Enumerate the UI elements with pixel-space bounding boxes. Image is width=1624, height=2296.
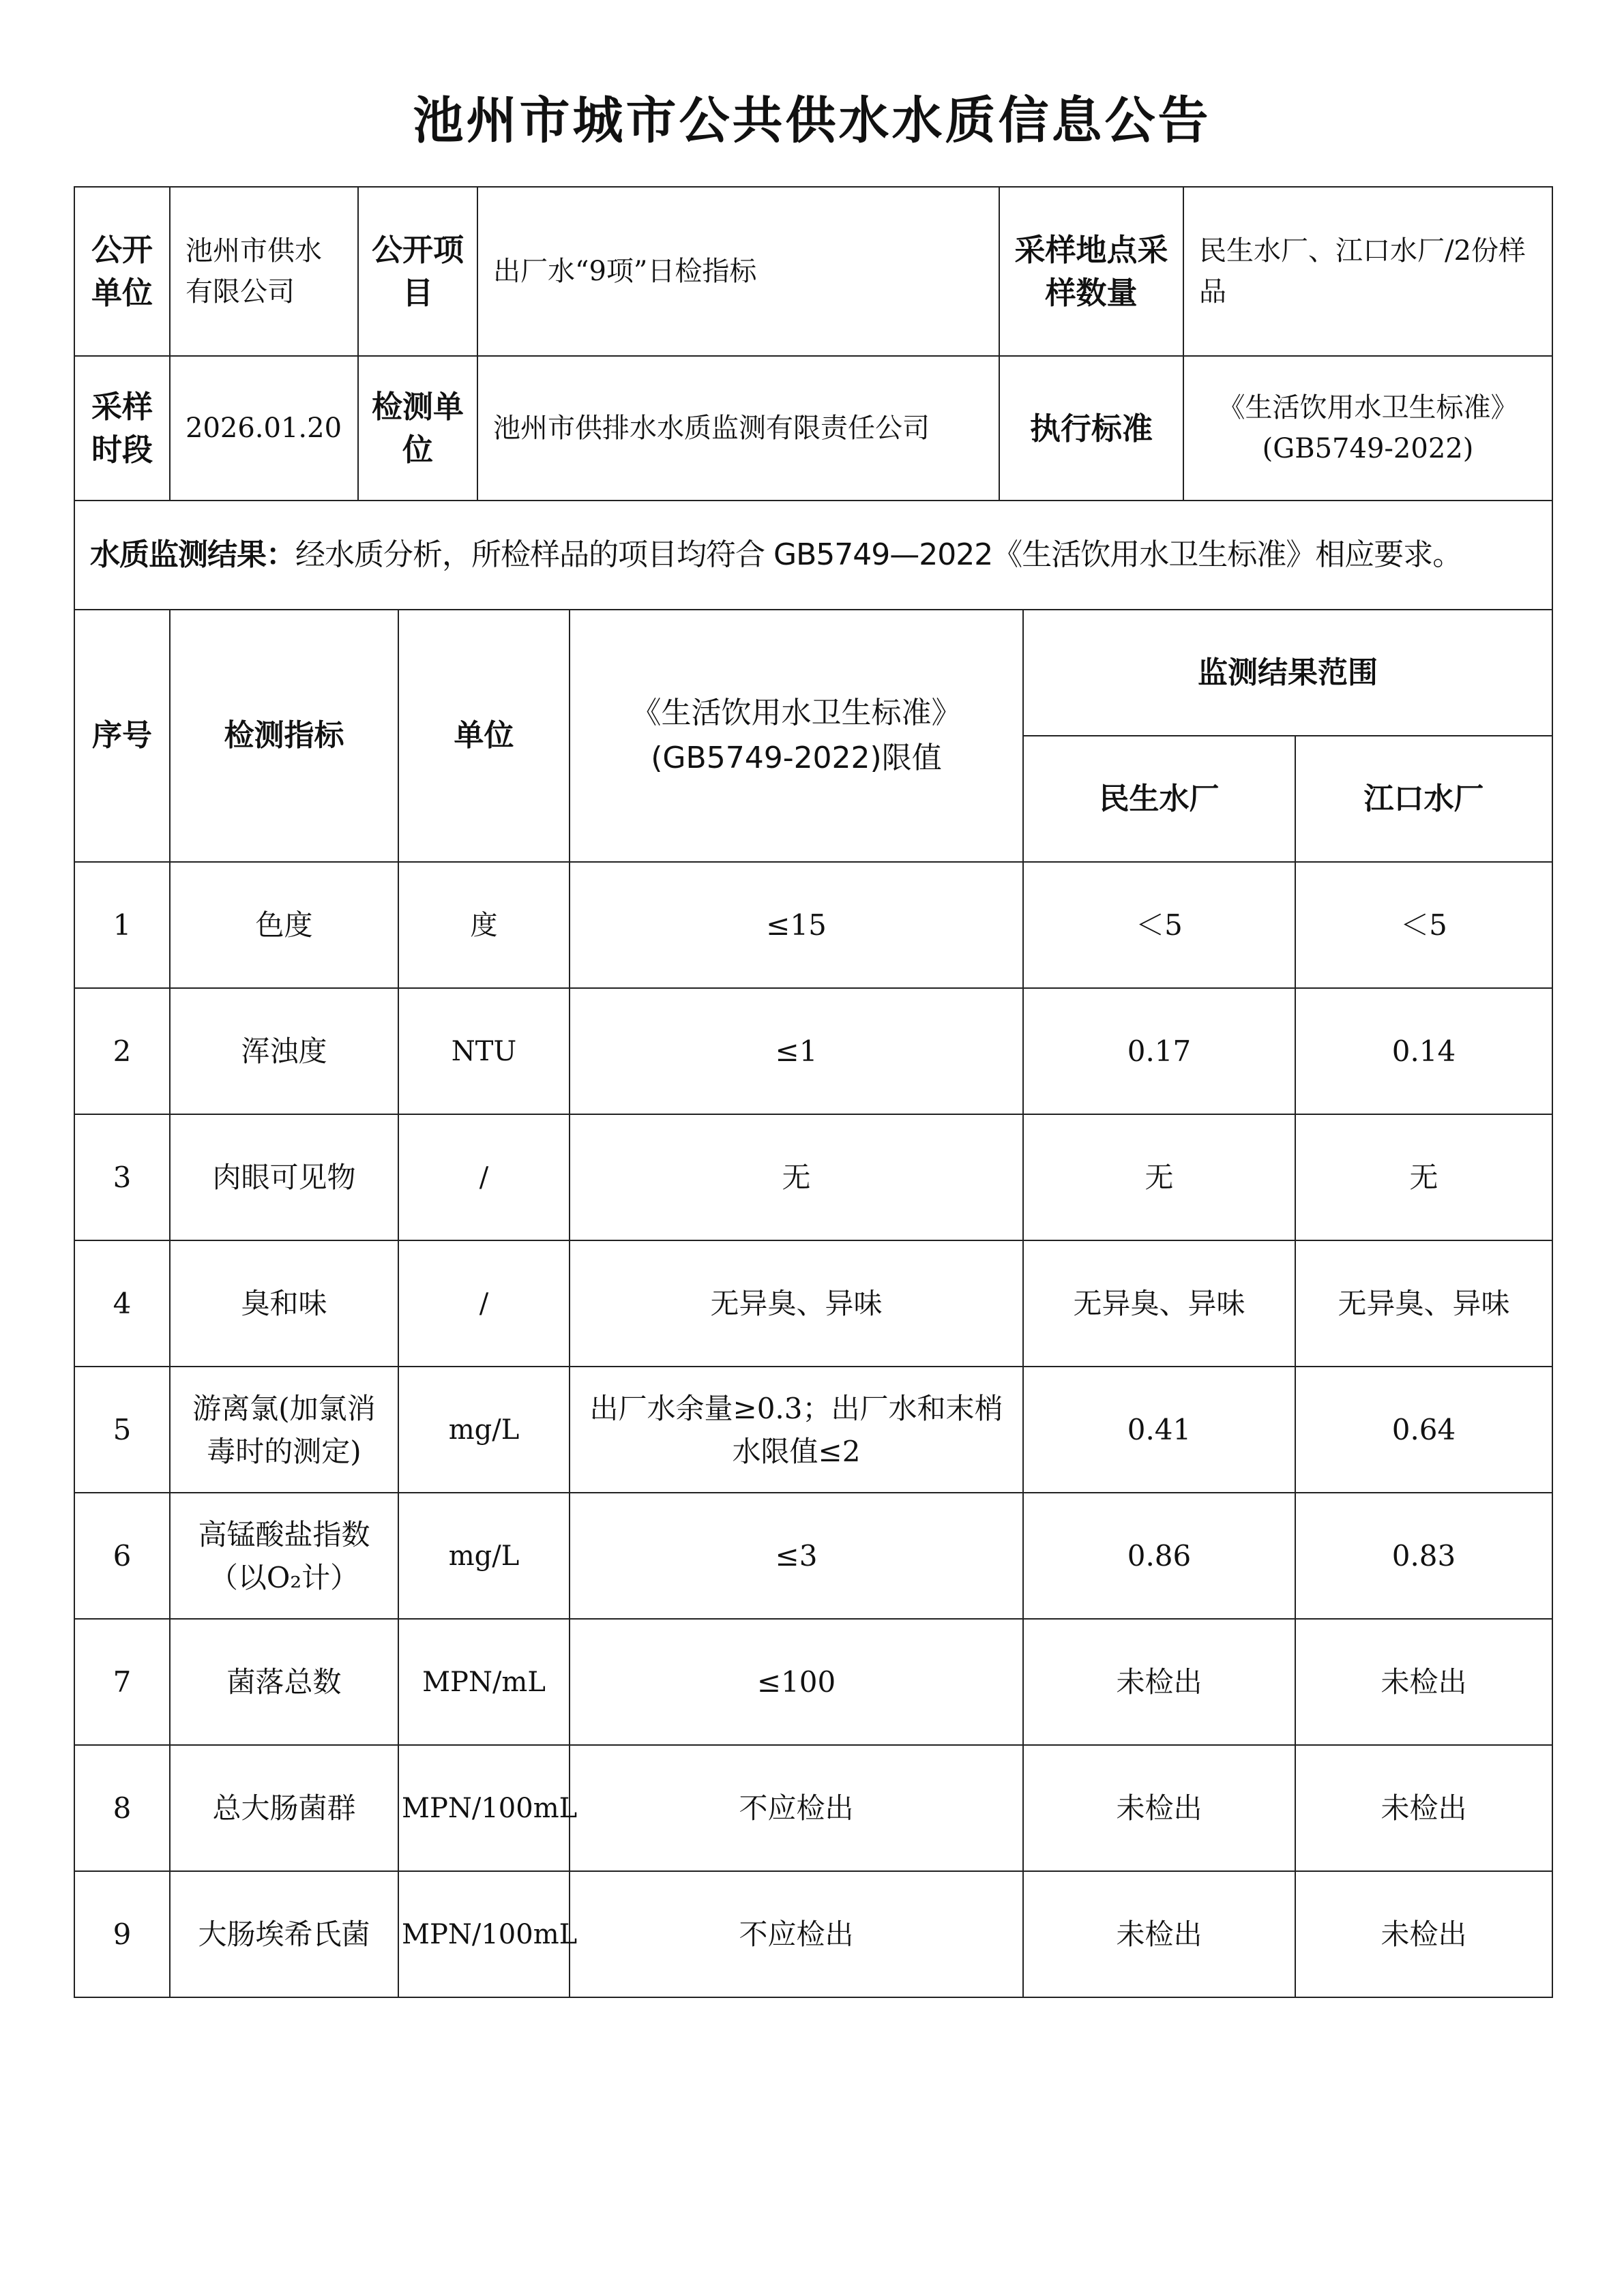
- row-plant-minsheng: 无异臭、异味: [1023, 1240, 1295, 1367]
- row-unit: MPN/100mL: [398, 1871, 570, 1997]
- header-range: 监测结果范围: [1023, 610, 1552, 736]
- conclusion-label: 水质监测结果：: [90, 537, 295, 572]
- table-row: [74, 1619, 1552, 1745]
- row-plant-minsheng: 未检出: [1023, 1871, 1295, 1997]
- row-seq: 3: [74, 1114, 170, 1240]
- lab-value: 池州市供排水水质监测有限责任公司: [477, 356, 999, 501]
- row-limit: ≤3: [570, 1493, 1023, 1619]
- row-limit: ≤1: [570, 988, 1023, 1114]
- row-unit: /: [398, 1240, 570, 1367]
- standard-label: 执行标准: [999, 356, 1183, 501]
- table-row: [74, 1493, 1552, 1619]
- table-row: [74, 862, 1552, 988]
- publisher-label: 公开单位: [74, 187, 170, 356]
- header-plant-minsheng: 民生水厂: [1023, 736, 1295, 862]
- item-value: 出厂水“9项”日检指标: [477, 187, 999, 356]
- publisher-value: 池州市供水有限公司: [170, 187, 358, 356]
- row-seq: 8: [74, 1745, 170, 1871]
- header-indicator: 检测指标: [170, 610, 398, 862]
- header-plant-jiangkou: 江口水厂: [1295, 736, 1552, 862]
- row-indicator: 臭和味: [170, 1240, 398, 1367]
- table-row: [74, 1114, 1552, 1240]
- table-row: [74, 1745, 1552, 1871]
- row-limit: ≤15: [570, 862, 1023, 988]
- row-seq: 2: [74, 988, 170, 1114]
- row-limit: 不应检出: [570, 1745, 1023, 1871]
- row-plant-jiangkou: 0.14: [1295, 988, 1552, 1114]
- row-unit: 度: [398, 862, 570, 988]
- sampling-place-value: 民生水厂、江口水厂/2份样品: [1183, 187, 1552, 356]
- row-unit: mg/L: [398, 1493, 570, 1619]
- period-value: 2026.01.20: [170, 356, 358, 501]
- row-indicator: 浑浊度: [170, 988, 398, 1114]
- table-row: [74, 988, 1552, 1114]
- row-seq: 5: [74, 1367, 170, 1493]
- row-plant-minsheng: 0.86: [1023, 1493, 1295, 1619]
- table-row: [74, 1367, 1552, 1493]
- row-unit: NTU: [398, 988, 570, 1114]
- row-limit: 不应检出: [570, 1871, 1023, 1997]
- row-seq: 6: [74, 1493, 170, 1619]
- row-seq: 9: [74, 1871, 170, 1997]
- row-limit: ≤100: [570, 1619, 1023, 1745]
- row-limit: 无: [570, 1114, 1023, 1240]
- row-seq: 7: [74, 1619, 170, 1745]
- row-plant-jiangkou: 0.83: [1295, 1493, 1552, 1619]
- row-plant-minsheng: 无: [1023, 1114, 1295, 1240]
- info-row-2: [74, 356, 1552, 501]
- row-indicator: 总大肠菌群: [170, 1745, 398, 1871]
- row-plant-jiangkou: 无异臭、异味: [1295, 1240, 1552, 1367]
- row-plant-jiangkou: 未检出: [1295, 1871, 1552, 1997]
- header-row-1: [74, 610, 1552, 736]
- table-row: [74, 1871, 1552, 1997]
- lab-label: 检测单位: [358, 356, 477, 501]
- row-unit: /: [398, 1114, 570, 1240]
- row-seq: 4: [74, 1240, 170, 1367]
- sampling-place-label: 采样地点采样数量: [999, 187, 1183, 356]
- info-row-3: [74, 501, 1552, 610]
- row-indicator: 色度: [170, 862, 398, 988]
- row-indicator: 高锰酸盐指数（以O₂计）: [170, 1493, 398, 1619]
- info-table: [74, 186, 1553, 610]
- conclusion-text: 经水质分析，所检样品的项目均符合 GB5749—2022《生活饮用水卫生标准》相应要求。: [295, 537, 1462, 572]
- row-plant-minsheng: 未检出: [1023, 1745, 1295, 1871]
- period-label: 采样时段: [74, 356, 170, 501]
- header-seq: 序号: [74, 610, 170, 862]
- row-indicator: 大肠埃希氏菌: [170, 1871, 398, 1997]
- row-plant-minsheng: 未检出: [1023, 1619, 1295, 1745]
- header-unit: 单位: [398, 610, 570, 862]
- info-row-1: [74, 187, 1552, 356]
- row-indicator: 菌落总数: [170, 1619, 398, 1745]
- row-plant-jiangkou: 未检出: [1295, 1745, 1552, 1871]
- row-limit: 无异臭、异味: [570, 1240, 1023, 1367]
- table-row: [74, 1240, 1552, 1367]
- row-seq: 1: [74, 862, 170, 988]
- row-plant-minsheng: 0.41: [1023, 1367, 1295, 1493]
- row-plant-jiangkou: ＜5: [1295, 862, 1552, 988]
- row-indicator: 肉眼可见物: [170, 1114, 398, 1240]
- page-title: 池州市城市公共供水水质信息公告: [413, 91, 1211, 150]
- row-unit: MPN/100mL: [398, 1745, 570, 1871]
- row-plant-jiangkou: 无: [1295, 1114, 1552, 1240]
- header-limit: 《生活饮用水卫生标准》(GB5749-2022)限值: [570, 610, 1023, 862]
- row-plant-minsheng: 0.17: [1023, 988, 1295, 1114]
- row-indicator: 游离氯(加氯消毒时的测定): [170, 1367, 398, 1493]
- row-plant-jiangkou: 0.64: [1295, 1367, 1552, 1493]
- row-limit: 出厂水余量≥0.3；出厂水和末梢水限值≤2: [570, 1367, 1023, 1493]
- row-plant-jiangkou: 未检出: [1295, 1619, 1552, 1745]
- results-table: [74, 609, 1553, 1998]
- item-label: 公开项目: [358, 187, 477, 356]
- row-unit: MPN/mL: [398, 1619, 570, 1745]
- row-plant-minsheng: ＜5: [1023, 862, 1295, 988]
- conclusion: [74, 501, 1552, 610]
- row-unit: mg/L: [398, 1367, 570, 1493]
- standard-value: 《生活饮用水卫生标准》(GB5749-2022): [1183, 356, 1552, 501]
